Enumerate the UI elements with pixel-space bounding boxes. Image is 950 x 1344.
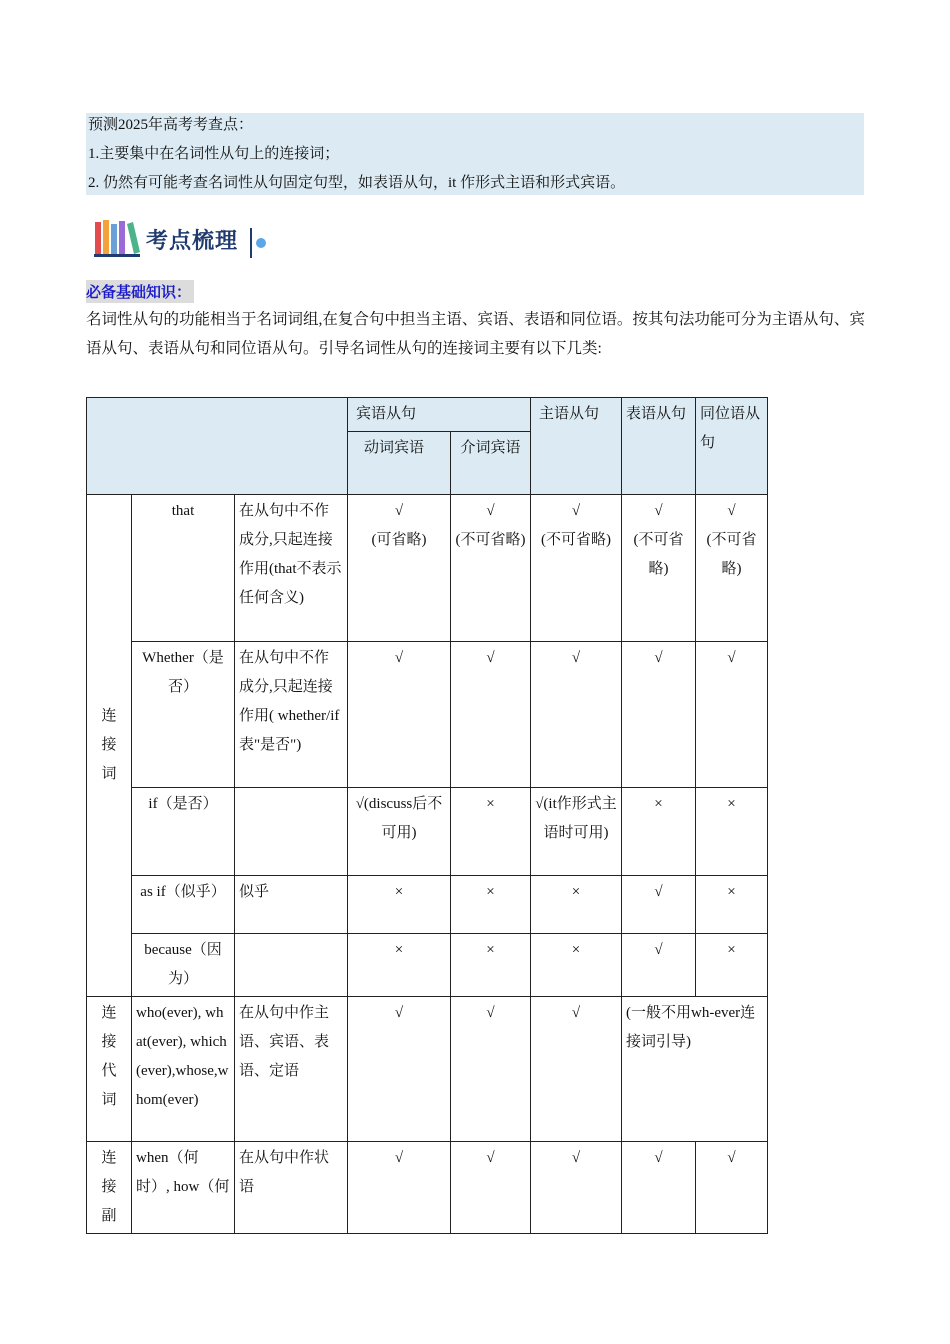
appositive-that: √ (不可省略) bbox=[696, 495, 768, 642]
function-because bbox=[235, 934, 348, 997]
section-label: 必备基础知识： bbox=[86, 280, 194, 303]
intro-paragraph: 名词性从句的功能相当于名词词组,在复合句中担当主语、宾语、表语和同位语。按其句法功能可分为主语从句、宾语从句、表语从句和同位语从句。引导名词性从句的连接词主要有以下几类: bbox=[86, 311, 865, 357]
appositive-whether: √ bbox=[696, 642, 768, 788]
word-whether: Whether（是否） bbox=[132, 642, 235, 788]
verb-object-if: √(discuss后不可用) bbox=[348, 788, 451, 876]
predicative-whether: √ bbox=[622, 642, 696, 788]
subject-if: √(it作形式主语时可用) bbox=[531, 788, 622, 876]
note-pronouns: (一般不用wh-ever连接词引导) bbox=[622, 997, 768, 1142]
table-row bbox=[87, 876, 768, 934]
appositive-adverbs: √ bbox=[696, 1142, 768, 1234]
subject-that: √ (不可省略) bbox=[531, 495, 622, 642]
function-whether: 在从句中不作成分,只起连接作用( whether/if表"是否") bbox=[235, 642, 348, 788]
subject-whether: √ bbox=[531, 642, 622, 788]
function-adverbs: 在从句中作状语 bbox=[235, 1142, 348, 1234]
appositive-if: × bbox=[696, 788, 768, 876]
predicative-because: √ bbox=[622, 934, 696, 997]
prep-object-adverbs: √ bbox=[451, 1142, 531, 1234]
word-if: if（是否） bbox=[132, 788, 235, 876]
prep-object-because: × bbox=[451, 934, 531, 997]
verb-object-adverbs: √ bbox=[348, 1142, 451, 1234]
header-appositive-clause: 同位语从句 bbox=[696, 398, 768, 495]
prediction-point-2: 2. 仍然有可能考查名词性从句固定句型，如表语从句，it 作形式主语和形式宾语。 bbox=[88, 175, 626, 191]
function-pronouns: 在从句中作主语、宾语、表语、定语 bbox=[235, 997, 348, 1142]
heading-dot bbox=[256, 238, 266, 248]
subject-because: × bbox=[531, 934, 622, 997]
prep-object-whether: √ bbox=[451, 642, 531, 788]
function-as-if: 似乎 bbox=[235, 876, 348, 934]
predicative-adverbs: √ bbox=[622, 1142, 696, 1234]
appositive-because: × bbox=[696, 934, 768, 997]
section-heading-banner bbox=[94, 216, 274, 260]
table-row bbox=[87, 1142, 768, 1234]
verb-object-as-if: × bbox=[348, 876, 451, 934]
subject-pronouns: √ bbox=[531, 997, 622, 1142]
table-row bbox=[87, 788, 768, 876]
table-header-row bbox=[87, 398, 768, 432]
prep-object-if: × bbox=[451, 788, 531, 876]
prep-object-that: √ (不可省略) bbox=[451, 495, 531, 642]
header-blank bbox=[87, 398, 348, 495]
predicative-if: × bbox=[622, 788, 696, 876]
subject-adverbs: √ bbox=[531, 1142, 622, 1234]
table-row bbox=[87, 642, 768, 788]
verb-object-whether: √ bbox=[348, 642, 451, 788]
function-that: 在从句中不作成分,只起连接作用(that不表示任何含义) bbox=[235, 495, 348, 642]
category-conjunction-label: 连接词 bbox=[101, 708, 117, 782]
predicative-as-if: √ bbox=[622, 876, 696, 934]
prediction-title: 预测2025年高考考查点： bbox=[88, 117, 254, 133]
heading-cursor-bar bbox=[250, 228, 252, 258]
verb-object-because: × bbox=[348, 934, 451, 997]
word-as-if: as if（似乎） bbox=[132, 876, 235, 934]
word-that: that bbox=[132, 495, 235, 642]
word-because: because（因为） bbox=[132, 934, 235, 997]
verb-object-pronouns: √ bbox=[348, 997, 451, 1142]
section-heading-text: 考点梳理 bbox=[146, 229, 239, 254]
verb-object-that: √ (可省略) bbox=[348, 495, 451, 642]
table-row bbox=[87, 997, 768, 1142]
table-row bbox=[87, 934, 768, 997]
category-conjunction bbox=[87, 495, 132, 997]
header-object-clause: 宾语从句 bbox=[348, 398, 531, 432]
prep-object-pronouns: √ bbox=[451, 997, 531, 1142]
appositive-as-if: × bbox=[696, 876, 768, 934]
prediction-box bbox=[86, 113, 864, 195]
word-pronouns: who(ever), what(ever), which(ever),whose,whom(ever) bbox=[132, 997, 235, 1142]
conjunction-table bbox=[86, 397, 768, 1234]
subject-as-if: × bbox=[531, 876, 622, 934]
books-icon bbox=[94, 218, 140, 258]
category-conjunctive-adverb bbox=[87, 1142, 132, 1234]
header-predicative-clause: 表语从句 bbox=[622, 398, 696, 495]
prediction-point-1: 1.主要集中在名词性从句上的连接词； bbox=[88, 146, 340, 162]
function-if bbox=[235, 788, 348, 876]
word-adverbs: when（何时）, how（何 bbox=[132, 1142, 235, 1234]
category-conjunctive-pronoun-label: 连接代词 bbox=[101, 1005, 117, 1108]
predicative-that: √ (不可省略) bbox=[622, 495, 696, 642]
header-verb-object: 动词宾语 bbox=[348, 432, 451, 495]
header-subject-clause: 主语从句 bbox=[531, 398, 622, 495]
category-conjunctive-adverb-label: 连接副 bbox=[101, 1150, 117, 1224]
header-prep-object: 介词宾语 bbox=[451, 432, 531, 495]
prep-object-as-if: × bbox=[451, 876, 531, 934]
table-row bbox=[87, 495, 768, 642]
category-conjunctive-pronoun bbox=[87, 997, 132, 1142]
